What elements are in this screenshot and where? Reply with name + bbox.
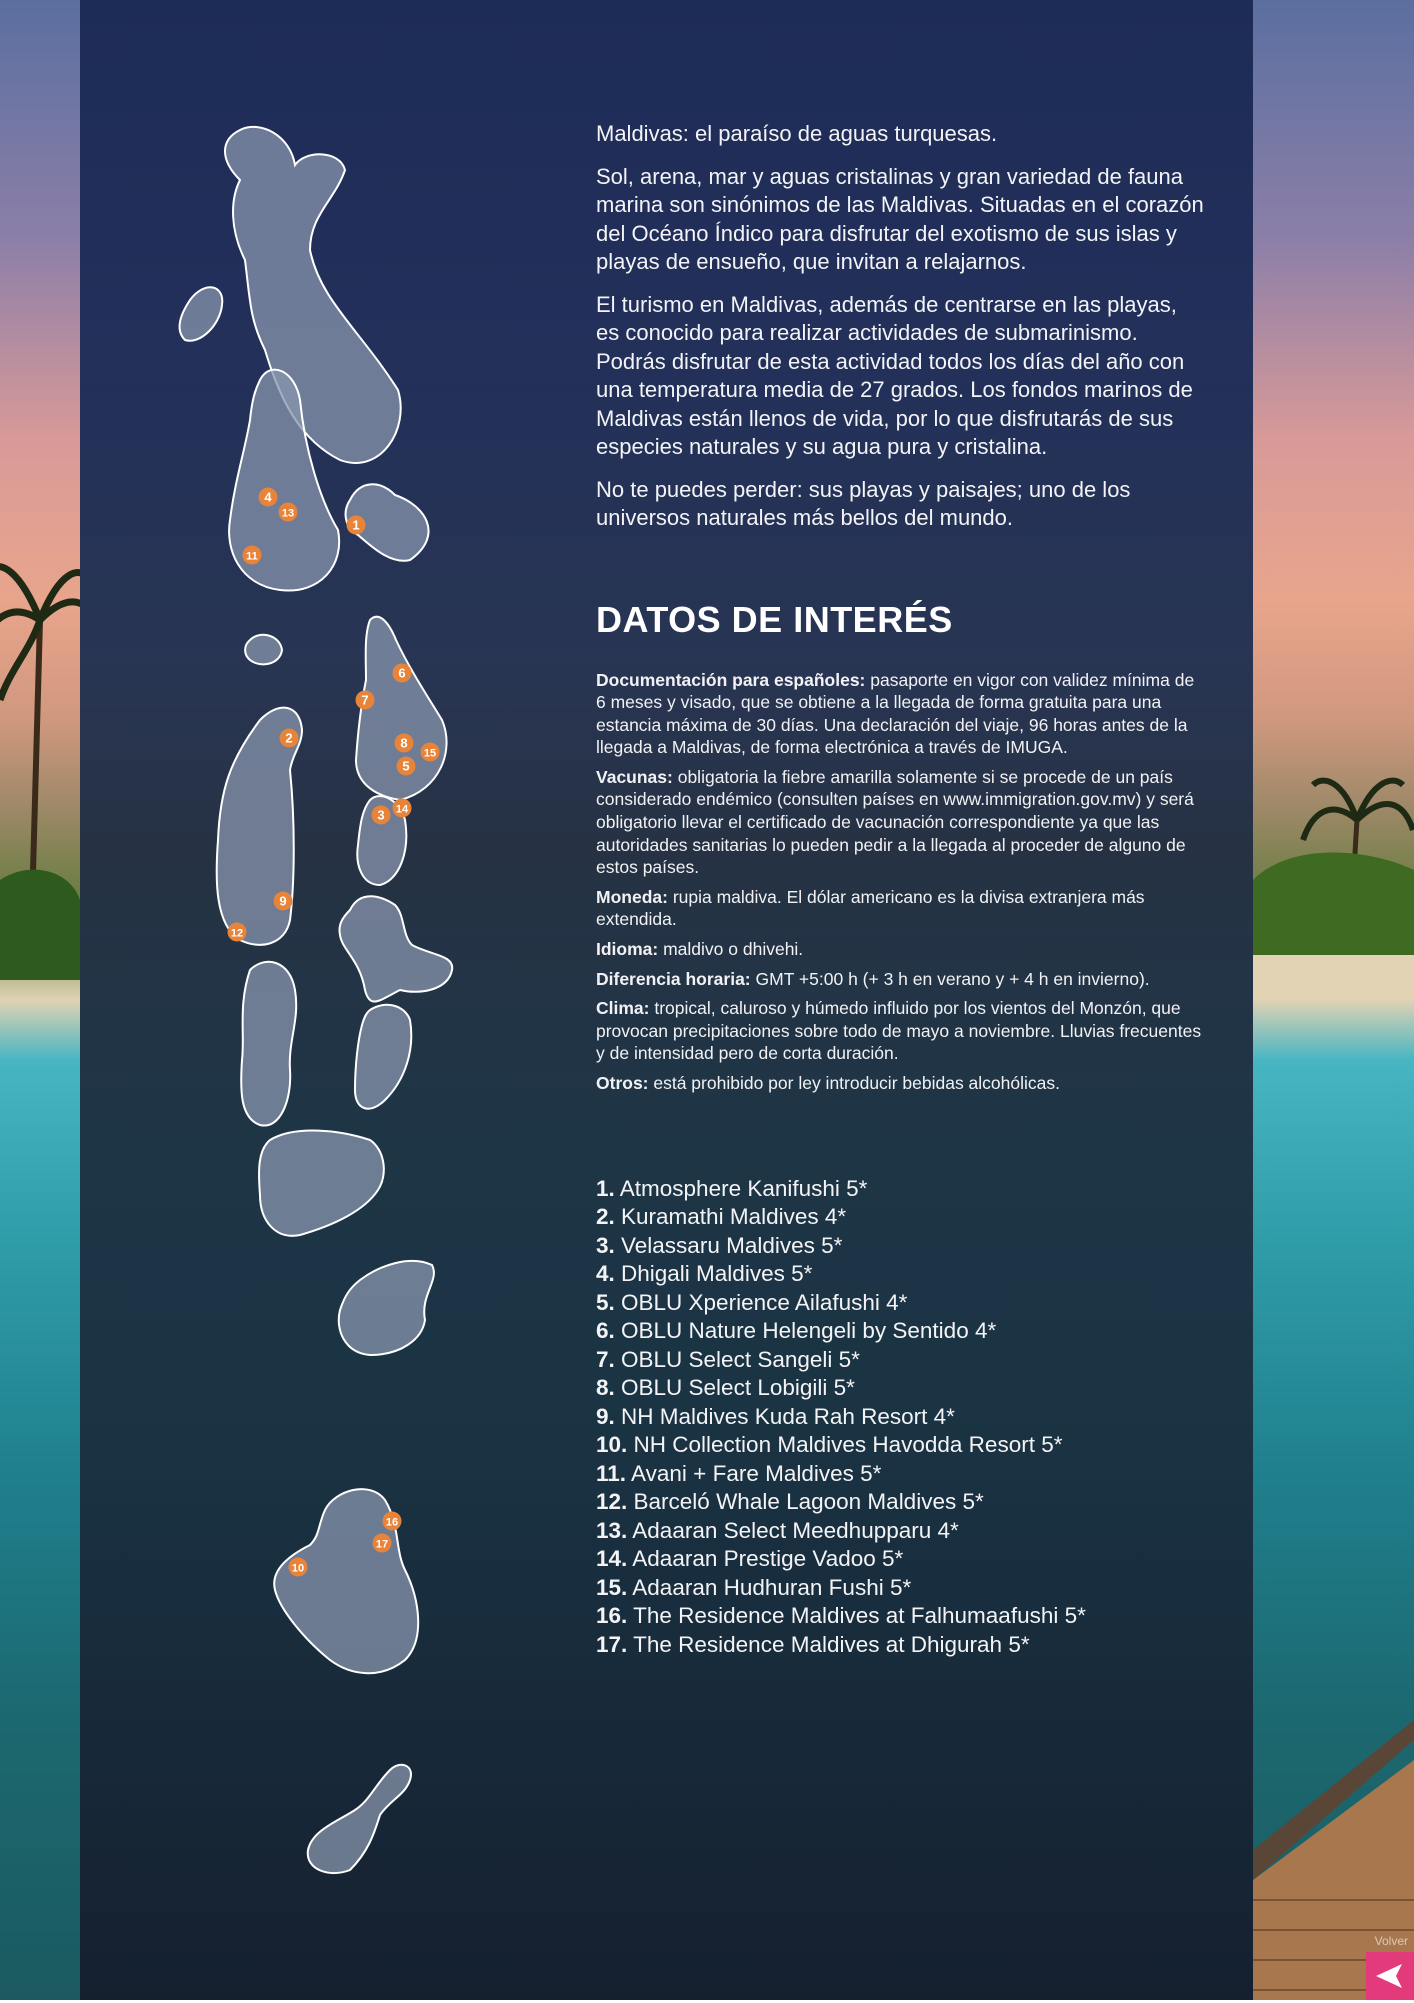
map-marker-label: 2 bbox=[285, 730, 293, 746]
datos-heading: DATOS DE INTERÉS bbox=[596, 598, 953, 640]
intro-paragraph-3: No te puedes perder: sus playas y paisajes; uno de los universos naturales más bellos del mundo. bbox=[596, 476, 1131, 530]
hotel-item: 14. Adaaran Prestige Vadoo 5* bbox=[596, 1546, 904, 1572]
hotel-item: 2. Kuramathi Maldives 4* bbox=[596, 1204, 847, 1230]
hotel-item: 5. OBLU Xperience Ailafushi 4* bbox=[596, 1289, 908, 1315]
text-column bbox=[596, 120, 1206, 1659]
intro-paragraph-2: El turismo en Maldivas, además de centrarse en las playas, es conocido para realizar actividades de submarinismo. Podrás disfrutar de esta actividad todos los días del año con una temperatura media de 27 grados. Los fondos marinos de Maldivas están llenos de vida, por lo que disfrutarás de sus especies naturales y su agua pura y cristalina. bbox=[596, 291, 1193, 459]
hotel-item: 1. Atmosphere Kanifushi 5* bbox=[596, 1175, 868, 1201]
hotel-item: 15. Adaaran Hudhuran Fushi 5* bbox=[596, 1574, 912, 1600]
intro-section bbox=[596, 120, 1206, 533]
map-marker-label: 6 bbox=[398, 665, 406, 681]
atoll-faafu bbox=[241, 962, 296, 1126]
hotel-item: 7. OBLU Select Sangeli 5* bbox=[596, 1346, 860, 1372]
map-marker-label: 15 bbox=[423, 747, 437, 760]
map-marker-label: 12 bbox=[230, 927, 244, 940]
datos-item: Moneda: rupia maldiva. El dólar americano es la divisa extranjera más extendida. bbox=[596, 886, 1145, 930]
map-marker-label: 16 bbox=[385, 1516, 399, 1529]
map-marker-label: 8 bbox=[400, 735, 408, 751]
datos-item: Documentación para españoles: pasaporte en vigor con validez mínima de 6 meses y visado, que se obtiene a la llegada de forma gratuita para una estancia máxima de 30 días. Una declaración del viaje, 96 horas antes de la llegada a Maldivas, de forma electrónica a través de IMUGA. bbox=[596, 669, 1195, 758]
hotel-item: 13. Adaaran Select Meedhupparu 4* bbox=[596, 1517, 959, 1543]
atoll-thaa bbox=[339, 1261, 434, 1355]
hotel-item: 11. Avani + Fare Maldives 5* bbox=[596, 1460, 882, 1486]
datos-item: Idioma: maldivo o dhivehi. bbox=[596, 939, 804, 960]
atoll-west-small bbox=[180, 287, 223, 341]
datos-item: Clima: tropical, caluroso y húmedo influido por los vientos del Monzón, que provocan precipitaciones sobre todo de mayo a noviembre. Lluvias frecuentes y de intensidad pero de corta duración. bbox=[596, 998, 1202, 1064]
map-marker-label: 17 bbox=[375, 1538, 389, 1551]
hotel-item: 10. NH Collection Maldives Havodda Resort 5* bbox=[596, 1432, 1063, 1458]
map-marker-label: 7 bbox=[361, 692, 369, 708]
map-marker-label: 13 bbox=[281, 507, 295, 520]
hotel-item: 16. The Residence Maldives at Falhumaafushi 5* bbox=[596, 1603, 1086, 1629]
maldives-map bbox=[80, 0, 500, 2000]
hotel-item: 17. The Residence Maldives at Dhigurah 5* bbox=[596, 1631, 1030, 1657]
map-marker-label: 3 bbox=[377, 807, 385, 823]
hotel-list bbox=[596, 1175, 1206, 1660]
hotel-item: 6. OBLU Nature Helengeli by Sentido 4* bbox=[596, 1318, 997, 1344]
atoll-dhaalu bbox=[259, 1131, 384, 1236]
datos-item: Otros: está prohibido por ley introducir bebidas alcohólicas. bbox=[596, 1073, 1060, 1093]
atoll-felidhoo bbox=[339, 896, 452, 1001]
map-marker-label: 5 bbox=[402, 758, 410, 774]
datos-item: Diferencia horaria: GMT +5:00 h (+ 3 h en verano y + 4 h en invierno). bbox=[596, 968, 1150, 989]
hotel-item: 8. OBLU Select Lobigili 5* bbox=[596, 1375, 855, 1401]
intro-paragraph-1: Sol, arena, mar y aguas cristalinas y gran variedad de fauna marina son sinónimos de las Maldivas. Situadas en el corazón del Océano Índico para disfrutar del exotismo de sus islas y playas de ensueño, que invitan a relajarnos. bbox=[596, 163, 1204, 274]
left-arrow-icon bbox=[1366, 1952, 1414, 2000]
map-marker-label: 4 bbox=[264, 489, 272, 505]
map-marker-label: 10 bbox=[291, 1562, 305, 1575]
hotel-item: 4. Dhigali Maldives 5* bbox=[596, 1261, 813, 1287]
volver-label: Volver bbox=[1374, 1934, 1408, 1948]
back-button[interactable] bbox=[1366, 1952, 1414, 2000]
map-marker-label: 1 bbox=[352, 517, 360, 533]
palm-tree-left bbox=[0, 560, 80, 980]
hotel-item: 3. Velassaru Maldives 5* bbox=[596, 1232, 843, 1258]
datos-list bbox=[596, 669, 1206, 1095]
map-marker-label: 14 bbox=[395, 803, 409, 816]
atoll-vaavu bbox=[355, 1005, 411, 1109]
intro-title: Maldivas: el paraíso de aguas turquesas. bbox=[596, 121, 998, 146]
palm-tree-right bbox=[1253, 760, 1414, 1000]
hotel-item: 12. Barceló Whale Lagoon Maldives 5* bbox=[596, 1489, 984, 1515]
atoll-small-islet bbox=[245, 635, 282, 665]
map-marker-label: 11 bbox=[246, 550, 258, 563]
datos-item: Vacunas: obligatoria la fiebre amarilla solamente si se procede de un país considerado endémico (consulten países en www.immigration.gov.mv) y será obligatorio llevar el certificado de vacunación correspondiente ya que las autoridades sanitarias lo pueden pedir a la llegada al proceder de alguno de estos países. bbox=[596, 766, 1194, 878]
atoll-addu bbox=[308, 1765, 411, 1873]
map-marker-label: 9 bbox=[279, 893, 287, 909]
hotel-item: 9. NH Maldives Kuda Rah Resort 4* bbox=[596, 1403, 955, 1429]
